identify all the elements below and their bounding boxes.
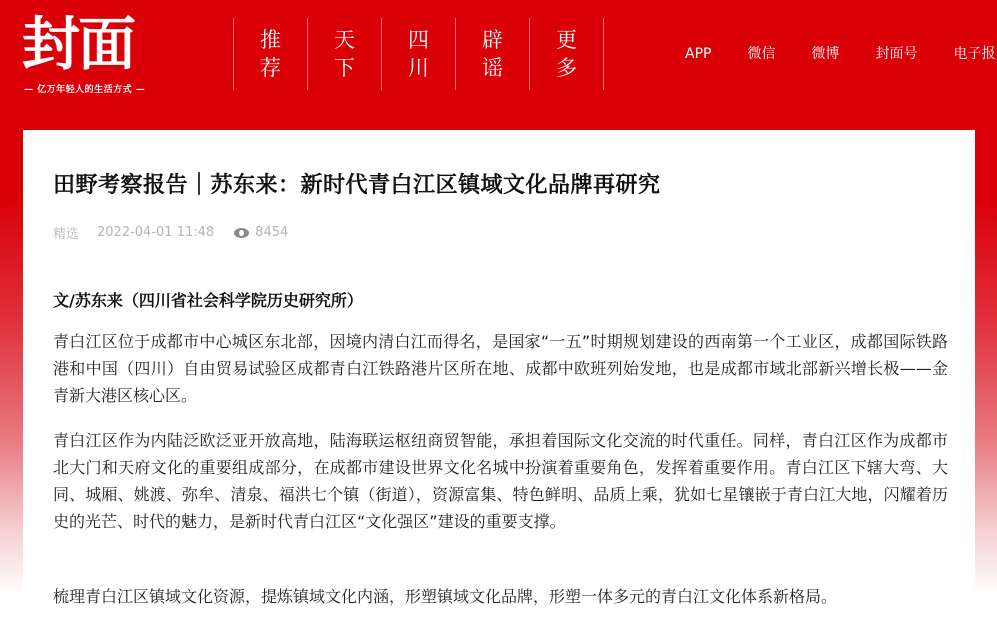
article-tag[interactable]: 精选: [53, 227, 80, 242]
site-header: [0, 0, 997, 130]
article-paragraph: 青白江区位于成都市中心城区东北部，因境内清白江而得名，是国家“一五”时期规划建设的西南第一个工业区，成都国际铁路港和中国（四川）自由贸易试验区成都青白江铁路港片区所在地、成都中欧班列始发地，也是成都市域北部新兴增长极——金青新大港区核心区。: [53, 332, 948, 405]
channel-nav: [233, 18, 604, 90]
nav-wechat[interactable]: 微信: [747, 46, 776, 62]
channel-label: 更多: [556, 28, 577, 80]
article-paragraph: 梳理青白江区镇域文化资源，提炼镇域文化内涵，形塑镇域文化品牌，形塑一体多元的青白江文化体系新格局。: [53, 587, 838, 606]
channel-world[interactable]: [308, 18, 382, 90]
nav-weibo[interactable]: 微博: [811, 46, 840, 62]
channel-recommend[interactable]: [234, 18, 308, 90]
logo-wordmark: 封面: [22, 10, 135, 78]
channel-sichuan[interactable]: [382, 18, 456, 90]
nav-epaper[interactable]: 电子报: [953, 46, 996, 62]
site-logo[interactable]: [22, 10, 157, 100]
nav-app[interactable]: APP: [685, 46, 712, 62]
channel-label: 辟谣: [482, 28, 503, 80]
channel-label: 推荐: [260, 28, 281, 80]
channel-rumor[interactable]: [456, 18, 530, 90]
channel-label: 四川: [408, 28, 429, 80]
channel-more[interactable]: [530, 18, 604, 90]
article-card: [23, 130, 975, 627]
article-title: 田野考察报告｜苏东来：新时代青白江区镇域文化品牌再研究: [53, 173, 661, 198]
article-paragraph: 青白江区作为内陆泛欧泛亚开放高地，陆海联运枢纽商贸智能，承担着国际文化交流的时代重任。同样，青白江区作为成都市北大门和天府文化的重要组成部分，在成都市建设世界文化名城中扮演着重要角色，发挥着重要作用。青白江区下辖大弯、大同、城厢、姚渡、弥牟、清泉、福洪七个镇（街道），资源富集、特色鲜明、品质上乘，犹如七星镶嵌于青白江大地，闪耀着历史的光芒、时代的魅力，是新时代青白江区“文化强区”建设的重要支撑。: [53, 431, 948, 531]
nav-fengmianhao[interactable]: 封面号: [875, 46, 918, 62]
publish-date: 2022-04-01 11:48: [97, 225, 215, 240]
view-count: 8454: [255, 225, 289, 240]
eye-icon: [234, 228, 249, 238]
top-nav: [685, 45, 997, 63]
article-meta: [53, 223, 288, 242]
logo-slogan: — 亿万年轻人的生活方式 —: [24, 85, 146, 95]
article-byline: 文/苏东来（四川省社会科学院历史研究所）: [53, 291, 363, 310]
channel-label: 天下: [334, 28, 355, 80]
